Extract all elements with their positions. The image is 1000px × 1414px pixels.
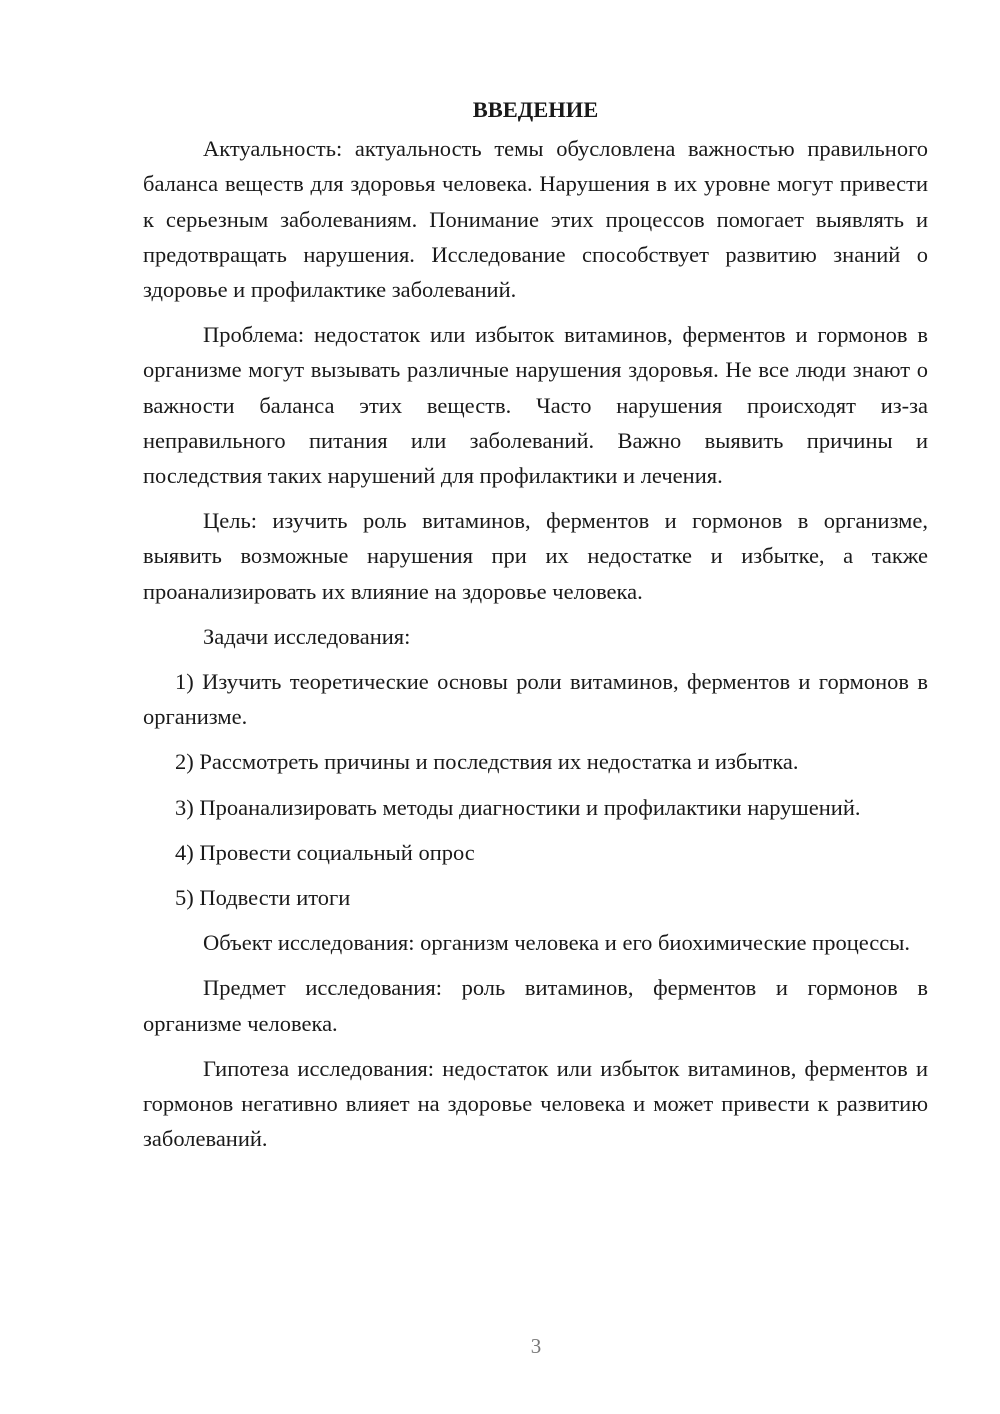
task-item-1: 1) Изучить теоретические основы роли витаминов, ферментов и гормонов в организме. (143, 669, 928, 730)
document-page (143, 92, 928, 1166)
page-number: 3 (530, 1334, 542, 1358)
paragraph-goal: Цель: изучить роль витаминов, ферментов и гормонов в организме, выявить возможные нарушения при их недостатке и избытке, а также проанализировать их влияние на здоровье человека. (143, 508, 928, 604)
task-item-5: 5) Подвести итоги (175, 885, 351, 911)
paragraph-hypothesis: Гипотеза исследования: недостаток или избыток витаминов, ферментов и гормонов негативно влияет на здоровье человека и может привести к развитию заболеваний. (143, 1055, 928, 1152)
paragraph-object: Объект исследования: организм человека и его биохимические процессы. (203, 930, 911, 956)
task-item-3: 3) Проанализировать методы диагностики и профилактики нарушений. (175, 794, 861, 820)
paragraph-relevance: Актуальность: актуальность темы обусловлена важностью правильного баланса веществ для здоровья человека. Нарушения в их уровне могут привести к серьезным заболеваниям. Понимание этих процессов помогает выявлять и предотвращать нарушения. Исследование способствует развитию знаний о здоровье и профилактике заболеваний. (143, 136, 928, 303)
section-title: ВВЕДЕНИЕ (472, 97, 599, 122)
paragraph-subject: Предмет исследования: роль витаминов, ферментов и гормонов в организме человека. (143, 975, 928, 1036)
task-item-2: 2) Рассмотреть причины и последствия их недостатка и избытка. (175, 749, 799, 775)
paragraph-problem: Проблема: недостаток или избыток витаминов, ферментов и гормонов в организме могут вызывать различные нарушения здоровья. Не все люди знают о важности баланса этих веществ. Часто нарушения происходят из-за неправильного питания или заболеваний. Важно выявить причины и последствия таких нарушений для профилактики и лечения. (143, 322, 928, 489)
tasks-heading: Задачи исследования: (203, 623, 411, 649)
task-item-4: 4) Провести социальный опрос (175, 839, 475, 865)
